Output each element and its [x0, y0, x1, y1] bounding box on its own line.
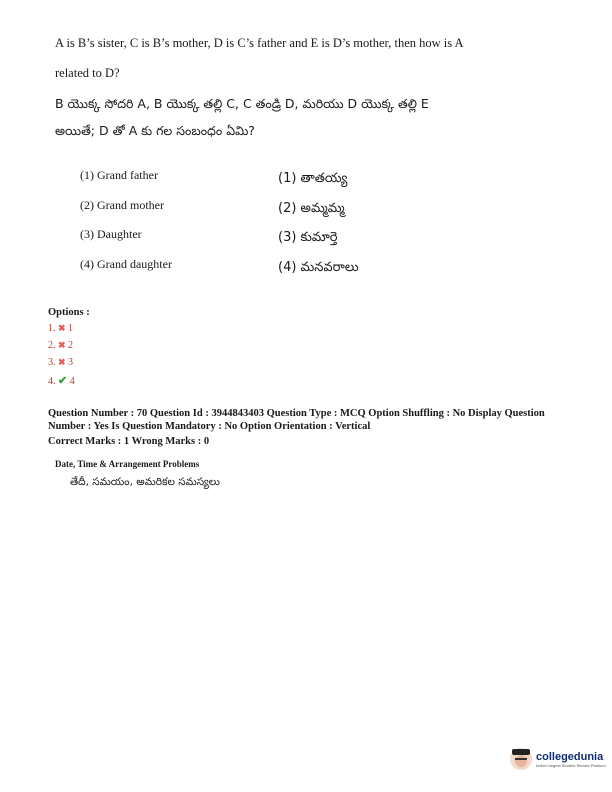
question-meta-line-2: Number : Yes Is Question Mandatory : No Option Orientation : Vertical	[48, 421, 371, 432]
options-title: Options :	[48, 307, 90, 318]
mascot-icon	[510, 748, 532, 770]
choice-2-telugu: (2) అమ్మమ్మ	[278, 201, 345, 216]
choice-3-telugu: (3) కుమార్తె	[278, 230, 338, 245]
question-meta-line-1: Question Number : 70 Question Id : 3944843403 Question Type : MCQ Option Shuffling : No Display Question	[48, 408, 545, 419]
option-1-value: 1	[68, 323, 74, 334]
option-2-value: 2	[68, 340, 74, 351]
option-3-value: 3	[68, 357, 74, 368]
question-english-line-1: A is B’s sister, C is B’s mother, D is C’s father and E is D’s mother, then how is A	[55, 36, 464, 50]
choice-1-english: (1) Grand father	[80, 168, 158, 182]
option-1-number: 1.	[48, 323, 56, 334]
option-row-4	[48, 374, 75, 387]
cross-icon: ✖	[58, 323, 66, 333]
logo-name: collegedunia	[536, 750, 604, 763]
option-row-2	[48, 340, 73, 351]
checkmark-icon: ✔	[58, 375, 68, 387]
choice-2-english: (2) Grand mother	[80, 198, 164, 212]
option-2-number: 2.	[48, 340, 56, 351]
question-telugu-line-1: B యొక్క సోదరి A, B యొక్క తల్లి C, C తండ్రి D, మరియు D యొక్క తల్లి E	[55, 96, 429, 111]
option-row-1	[48, 323, 73, 334]
collegedunia-logo	[510, 748, 606, 770]
category-english: Date, Time & Arrangement Problems	[55, 459, 200, 469]
choice-4-telugu: (4) మనవరాలు	[278, 260, 359, 275]
question-meta-marks: Correct Marks : 1 Wrong Marks : 0	[48, 436, 210, 447]
question-telugu-line-2: అయితే; D తో A కు గల సంబంధం ఏమి?	[55, 123, 255, 138]
cross-icon: ✖	[58, 340, 66, 350]
choice-4-english: (4) Grand daughter	[80, 257, 172, 271]
choice-3-english: (3) Daughter	[80, 227, 142, 241]
option-row-3	[48, 357, 73, 368]
category-telugu: తేదీ, సమయం, అమరికల సమస్యలు	[70, 476, 220, 488]
option-3-number: 3.	[48, 357, 56, 368]
cross-icon: ✖	[58, 357, 66, 367]
logo-tagline: India's largest Student Review Platform	[536, 762, 606, 768]
choice-1-telugu: (1) తాతయ్య	[278, 171, 348, 186]
question-english-line-2: related to D?	[55, 66, 120, 80]
option-4-number: 4.	[48, 376, 56, 387]
option-4-value: 4	[69, 376, 75, 387]
